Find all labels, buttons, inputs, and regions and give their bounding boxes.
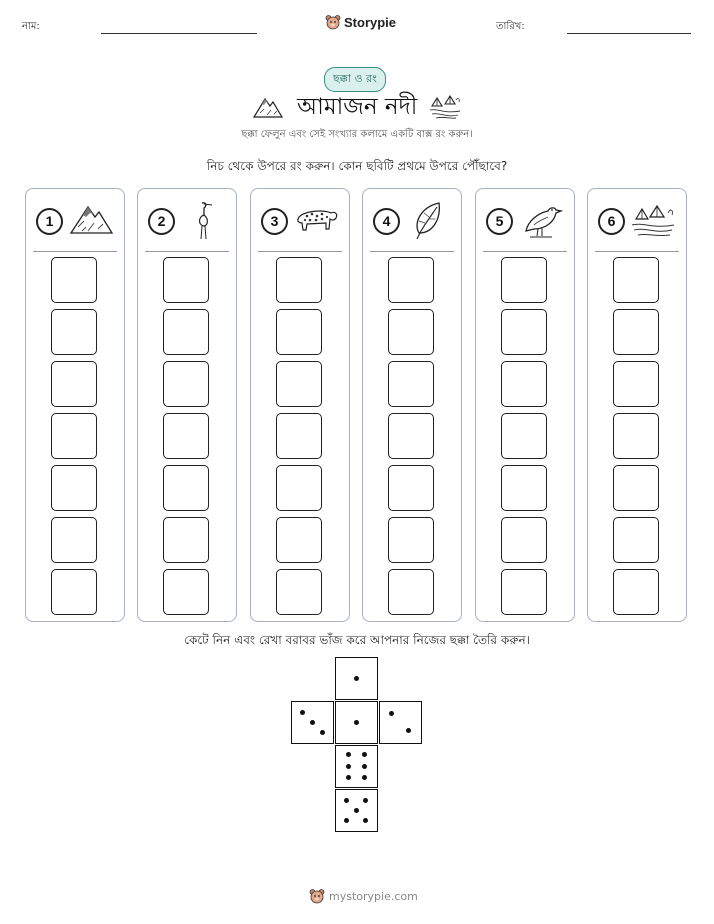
footer-url: mystorypie.com — [329, 889, 418, 903]
color-box[interactable] — [388, 413, 434, 459]
color-box[interactable] — [388, 361, 434, 407]
die-pip — [362, 764, 367, 769]
bear-icon — [309, 888, 325, 904]
color-box[interactable] — [276, 465, 322, 511]
color-box[interactable] — [51, 361, 97, 407]
die-face — [335, 789, 378, 832]
color-box[interactable] — [388, 309, 434, 355]
color-box[interactable] — [501, 413, 547, 459]
die-pip — [406, 728, 411, 733]
die-face — [379, 701, 422, 744]
cut-instruction: কেটে নিন এবং রেখা বরাবর ভাঁজ করে আপনার নিজের ছক্কা তৈরি করুন। — [184, 633, 530, 647]
color-box[interactable] — [613, 465, 659, 511]
column-1 — [25, 188, 125, 622]
color-box[interactable] — [51, 465, 97, 511]
column-3 — [250, 188, 350, 622]
footer — [309, 888, 418, 904]
column-number: 6 — [598, 208, 625, 235]
column-6 — [587, 188, 687, 622]
column-number: 4 — [373, 208, 400, 235]
jaguar-icon — [293, 199, 339, 241]
color-box[interactable] — [276, 413, 322, 459]
column-number: 2 — [148, 208, 175, 235]
brand-logo — [325, 14, 396, 30]
column-number: 3 — [261, 208, 288, 235]
die-pip — [300, 710, 305, 715]
instruction: নিচ থেকে উপরে রং করুন। কোন ছবিটি প্রথমে উপরে পৌঁছাবে? — [206, 159, 508, 173]
heron-icon — [180, 199, 226, 241]
brand-name: Storypie — [344, 14, 397, 30]
name-label: নাম: — [22, 21, 40, 32]
column-4 — [362, 188, 462, 622]
date-label: তারিখ: — [496, 21, 525, 32]
color-box[interactable] — [613, 257, 659, 303]
color-box[interactable] — [501, 465, 547, 511]
color-box[interactable] — [613, 361, 659, 407]
color-box[interactable] — [51, 569, 97, 615]
category-badge: ছক্কা ও রং — [324, 67, 386, 92]
die-pip — [344, 798, 349, 803]
die-pip — [389, 711, 394, 716]
color-box[interactable] — [501, 569, 547, 615]
color-box[interactable] — [501, 257, 547, 303]
color-box[interactable] — [163, 361, 209, 407]
bear-icon — [325, 14, 341, 30]
die-pip — [346, 764, 351, 769]
color-box[interactable] — [276, 257, 322, 303]
name-line[interactable] — [101, 33, 257, 34]
die-pip — [362, 775, 367, 780]
column-number: 1 — [36, 208, 63, 235]
page-title: আমাজন নদী — [297, 94, 418, 120]
color-box[interactable] — [388, 517, 434, 563]
die-pip — [346, 752, 351, 757]
color-box[interactable] — [51, 257, 97, 303]
color-box[interactable] — [163, 413, 209, 459]
column-divider — [595, 251, 679, 252]
die-pip — [310, 720, 315, 725]
column-number: 5 — [486, 208, 513, 235]
die-face — [291, 701, 334, 744]
die-pip — [354, 720, 359, 725]
color-box[interactable] — [163, 517, 209, 563]
die-pip — [346, 775, 351, 780]
color-box[interactable] — [51, 309, 97, 355]
subtitle: ছক্কা ফেলুন এবং সেই সংখ্যার কলামে একটি বাক্স রং করুন। — [241, 129, 473, 140]
die-pip — [354, 676, 359, 681]
color-box[interactable] — [163, 309, 209, 355]
die-pip — [362, 752, 367, 757]
color-box[interactable] — [388, 465, 434, 511]
die-pip — [320, 730, 325, 735]
color-box[interactable] — [613, 569, 659, 615]
color-box[interactable] — [613, 309, 659, 355]
die-pip — [363, 818, 368, 823]
column-divider — [483, 251, 567, 252]
date-line[interactable] — [567, 33, 691, 34]
bird-icon — [518, 199, 564, 241]
color-box[interactable] — [163, 465, 209, 511]
column-divider — [33, 251, 117, 252]
mountain-icon — [252, 93, 284, 119]
color-box[interactable] — [276, 361, 322, 407]
color-box[interactable] — [501, 361, 547, 407]
color-box[interactable] — [276, 309, 322, 355]
die-face — [335, 745, 378, 788]
column-5 — [475, 188, 575, 622]
village-icon — [428, 92, 462, 120]
color-box[interactable] — [388, 257, 434, 303]
mountain-icon — [68, 199, 114, 241]
die-face — [335, 657, 378, 700]
column-divider — [370, 251, 454, 252]
color-box[interactable] — [501, 517, 547, 563]
color-box[interactable] — [163, 257, 209, 303]
die-pip — [344, 818, 349, 823]
color-box[interactable] — [501, 309, 547, 355]
color-box[interactable] — [51, 517, 97, 563]
color-box[interactable] — [613, 517, 659, 563]
color-box[interactable] — [276, 569, 322, 615]
color-box[interactable] — [276, 517, 322, 563]
village-icon — [630, 199, 676, 241]
column-divider — [145, 251, 229, 252]
column-2 — [137, 188, 237, 622]
color-box[interactable] — [613, 413, 659, 459]
column-divider — [258, 251, 342, 252]
color-box[interactable] — [51, 413, 97, 459]
leaf-icon — [405, 199, 451, 241]
color-box[interactable] — [163, 569, 209, 615]
die-pip — [354, 808, 359, 813]
die-pip — [363, 798, 368, 803]
die-face — [335, 701, 378, 744]
color-box[interactable] — [388, 569, 434, 615]
